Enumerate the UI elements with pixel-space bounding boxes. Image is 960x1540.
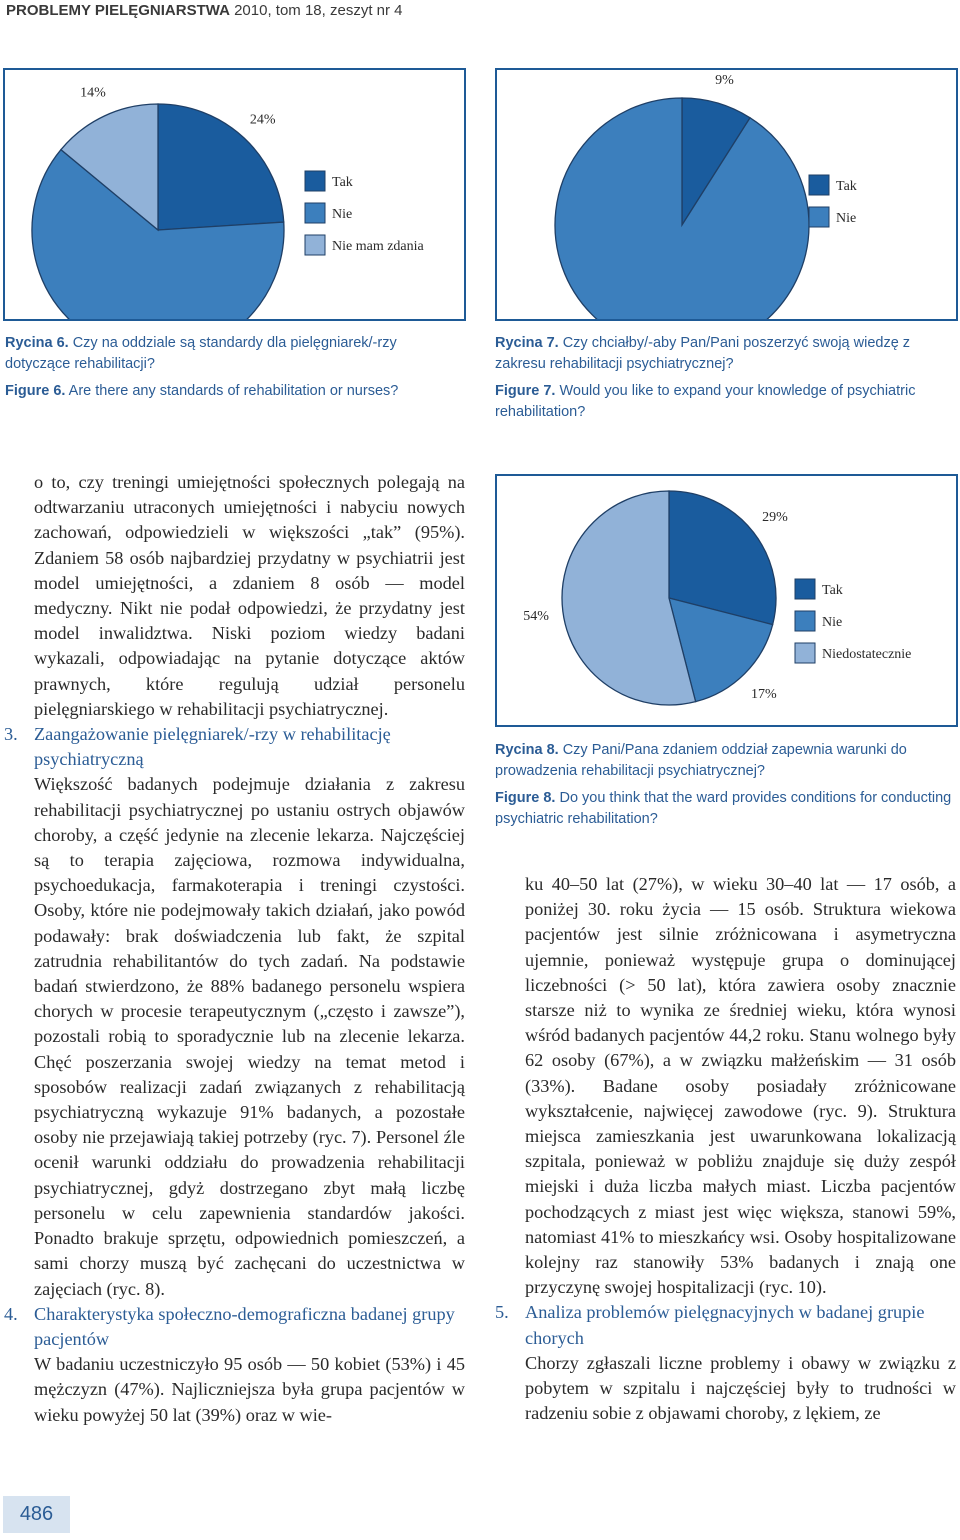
legend-swatch: [809, 175, 829, 195]
legend-label: Tak: [332, 175, 353, 190]
legend-label: Nie mam zdania: [332, 239, 424, 254]
journal-issue: 2010, tom 18, zeszyt nr 4: [229, 2, 403, 19]
section-4-title: Charakterystyka społeczno-demograficzna badanej grupy pacjentów: [34, 1303, 455, 1349]
section-4-heading: [4, 1302, 465, 1352]
figure-6-caption: [5, 333, 460, 402]
fig8-label-pl: Rycina 8.: [495, 742, 559, 758]
figure-7-caption: [495, 333, 955, 423]
section-4-number: 4.: [4, 1303, 18, 1324]
left-text-column: [4, 470, 465, 1428]
legend-label: Tak: [836, 179, 857, 194]
journal-header: [6, 2, 403, 19]
legend-swatch: [795, 579, 815, 599]
section-4-body: W badaniu uczestniczyło 95 osób — 50 kobiet (53%) i 45 mężczyzn (47%). Najliczniejsza była grupa pacjentów w wieku powyżej 50 lat (39%) oraz w wie-: [34, 1354, 465, 1425]
right-text-column: [495, 872, 956, 1426]
section-5-body: Chorzy zgłaszali liczne problemy i obawy w związku z pobytem w szpitalu i najczęściej były to trudności w radzeniu sobie z objawami choroby, z lękiem, ze: [525, 1352, 956, 1424]
pie-label: 14%: [80, 85, 106, 101]
fig6-text-pl: Czy na oddziale są standardy dla pielęgniarek/-rzy dotyczące rehabilitacji?: [5, 335, 397, 372]
fig7-label-pl: Rycina 7.: [495, 335, 559, 351]
right-paragraph: ku 40–50 lat (27%), w wieku 30–40 lat — 17 osób, a poniżej 30. roku życia — 15 osób. Struktura wiekowa pacjentów jest silnie zróżnicowana i asymetryczna ujemnie, ponieważ występuje grupa o dominującej liczebności (> 50 lat), która zawiera osoby znacznie starsze niż to wynika ze średniej wieku, która wynosi wśród badanych pacjentów 44,2 roku. Stanu wolnego były 62 osoby (67%), a w związku małżeńskim — 31 osób (33%). Badane osoby posiadały zróżnicowane wykształcenie, najwięcej zawodowe (ryc. 9). Struktura miejsca zamieszkania jest uwarunkowana lokalizacją szpitala, ponieważ w pobliżu znajduje się duży zespół miejski i duża liczba małych miast. Liczba pacjentów pochodzących z miast jest więc większa, stanowi 59%, natomiast 41% to mieszkańcy wsi. Osoby hospitalizowane kolejny raz stanowiły 53% badanych i znają one przyczynę swojej hospitalizacji (ryc. 10).: [525, 874, 956, 1298]
legend-label: Tak: [822, 583, 843, 598]
pie-chart-fig7: [497, 70, 956, 319]
legend-swatch: [809, 207, 829, 227]
pie-label: 9%: [715, 73, 734, 88]
section-5-title: Analiza problemów pielęgnacyjnych w badanej grupie chorych: [525, 1302, 925, 1348]
legend-label: Niedostatecznie: [822, 647, 912, 662]
pie-label: 24%: [249, 112, 276, 128]
pie-slice-nie: [555, 98, 809, 319]
section-3-heading: [4, 722, 465, 772]
figure-8-caption: [495, 740, 955, 830]
section-3-body: Większość badanych podejmuje działania z zakresu rehabilitacji psychiatrycznej po ustaniu ostrych objawów choroby, a część jedynie na zlecenie lekarza. Najczęściej są to terapia zajęciowa, rozmowa indywidualna, psychoedukacja, farmakoterapia i treningi czystości. Osoby, które nie podejmowały takich działań, jako powód podawały: brak doświadczenia lub fakt, że szpital zatrudnia rehabilitantów do tych zadań. Na podstawie badań stwierdzono, że 88% badanego personelu wspiera chorych w procesie terapeutycznym („często i zawsze”), pozostali robią to sporadycznie lub na zlecenie lekarza. Chęć poszerzania swojej wiedzy na temat metod i sposobów realizacji zadań związanych z rehabilitacją psychiatryczną wykazuje 91% badanych, a pozostałe osoby nie przejawiają takiej potrzeby (ryc. 7). Personel źle ocenił warunki oddziału do prowadzenia rehabilitacji psychiatrycznej, gdyż dostrzegano zbyt małą liczbę personelu w celu zapewnienia standardów jakości. Ponadto brakuje sprzętu, odpowiednich pomieszczeń, a sami chorzy muszą być zachęcani do uczestnictwa w zajęciach (ryc. 8).: [34, 774, 465, 1299]
section-5-heading: [495, 1300, 956, 1350]
pie-chart-fig8: [497, 476, 956, 725]
fig8-text-en: Do you think that the ward provides conditions for conducting psychiatric rehabilitation?: [495, 790, 952, 827]
fig7-text-en: Would you like to expand your knowledge of psychiatric rehabilitation?: [495, 383, 916, 420]
pie-label: 17%: [750, 686, 777, 702]
pie-label: 54%: [523, 608, 549, 624]
legend-label: Nie: [332, 207, 353, 222]
left-paragraph: o to, czy treningi umiejętności społecznych polegają na odtwarzaniu utraconych umiejętności i nabyciu nowych zachowań, odpowiedzieli w większości „tak” (95%). Zdaniem 58 osób najbardziej przydatny w psychiatrii jest model umiejętności, a zdaniem 8 osób — model medyczny. Nikt nie podał odpowiedzi, że przydatny jest model inwalidztwa. Niski poziom wiedzy badani wykazali, odpowiadając na pytanie dotyczące aktów prawnych, które regulują udział personelu pielęgniarskiego w rehabilitacji psychiatrycznej.: [34, 472, 465, 719]
page-number: 486: [3, 1496, 70, 1533]
legend-label: Nie: [822, 615, 843, 630]
fig6-label-en: Figure 6.: [5, 383, 66, 399]
figure-8-chart: [495, 474, 958, 727]
pie-label: 29%: [762, 509, 788, 525]
legend-swatch: [305, 203, 325, 223]
journal-name: PROBLEMY PIELĘGNIARSTWA: [6, 2, 230, 19]
fig7-label-en: Figure 7.: [495, 383, 556, 399]
legend-label: Nie: [836, 211, 857, 226]
section-3-title: Zaangażowanie pielęgniarek/-rzy w rehabilitację psychiatryczną: [34, 724, 391, 770]
fig7-text-pl: Czy chciałby/-aby Pan/Pani poszerzyć swoją wiedzę z zakresu rehabilitacji psychiatrycznej?: [495, 335, 911, 372]
pie-chart-fig6: [5, 70, 464, 319]
legend-swatch: [795, 643, 815, 663]
legend-swatch: [305, 171, 325, 191]
fig8-text-pl: Czy Pani/Pana zdaniem oddział zapewnia warunki do prowadzenia rehabilitacji psychiatrycznej?: [495, 742, 907, 779]
legend-swatch: [305, 235, 325, 255]
figure-7-chart: [495, 68, 958, 321]
legend-swatch: [795, 611, 815, 631]
fig6-text-en: Are there any standards of rehabilitation or nurses?: [65, 383, 399, 399]
section-5-number: 5.: [495, 1302, 509, 1323]
fig8-label-en: Figure 8.: [495, 790, 556, 806]
fig6-label-pl: Rycina 6.: [5, 335, 69, 351]
section-3-number: 3.: [4, 724, 18, 745]
figure-6-chart: [3, 68, 466, 321]
